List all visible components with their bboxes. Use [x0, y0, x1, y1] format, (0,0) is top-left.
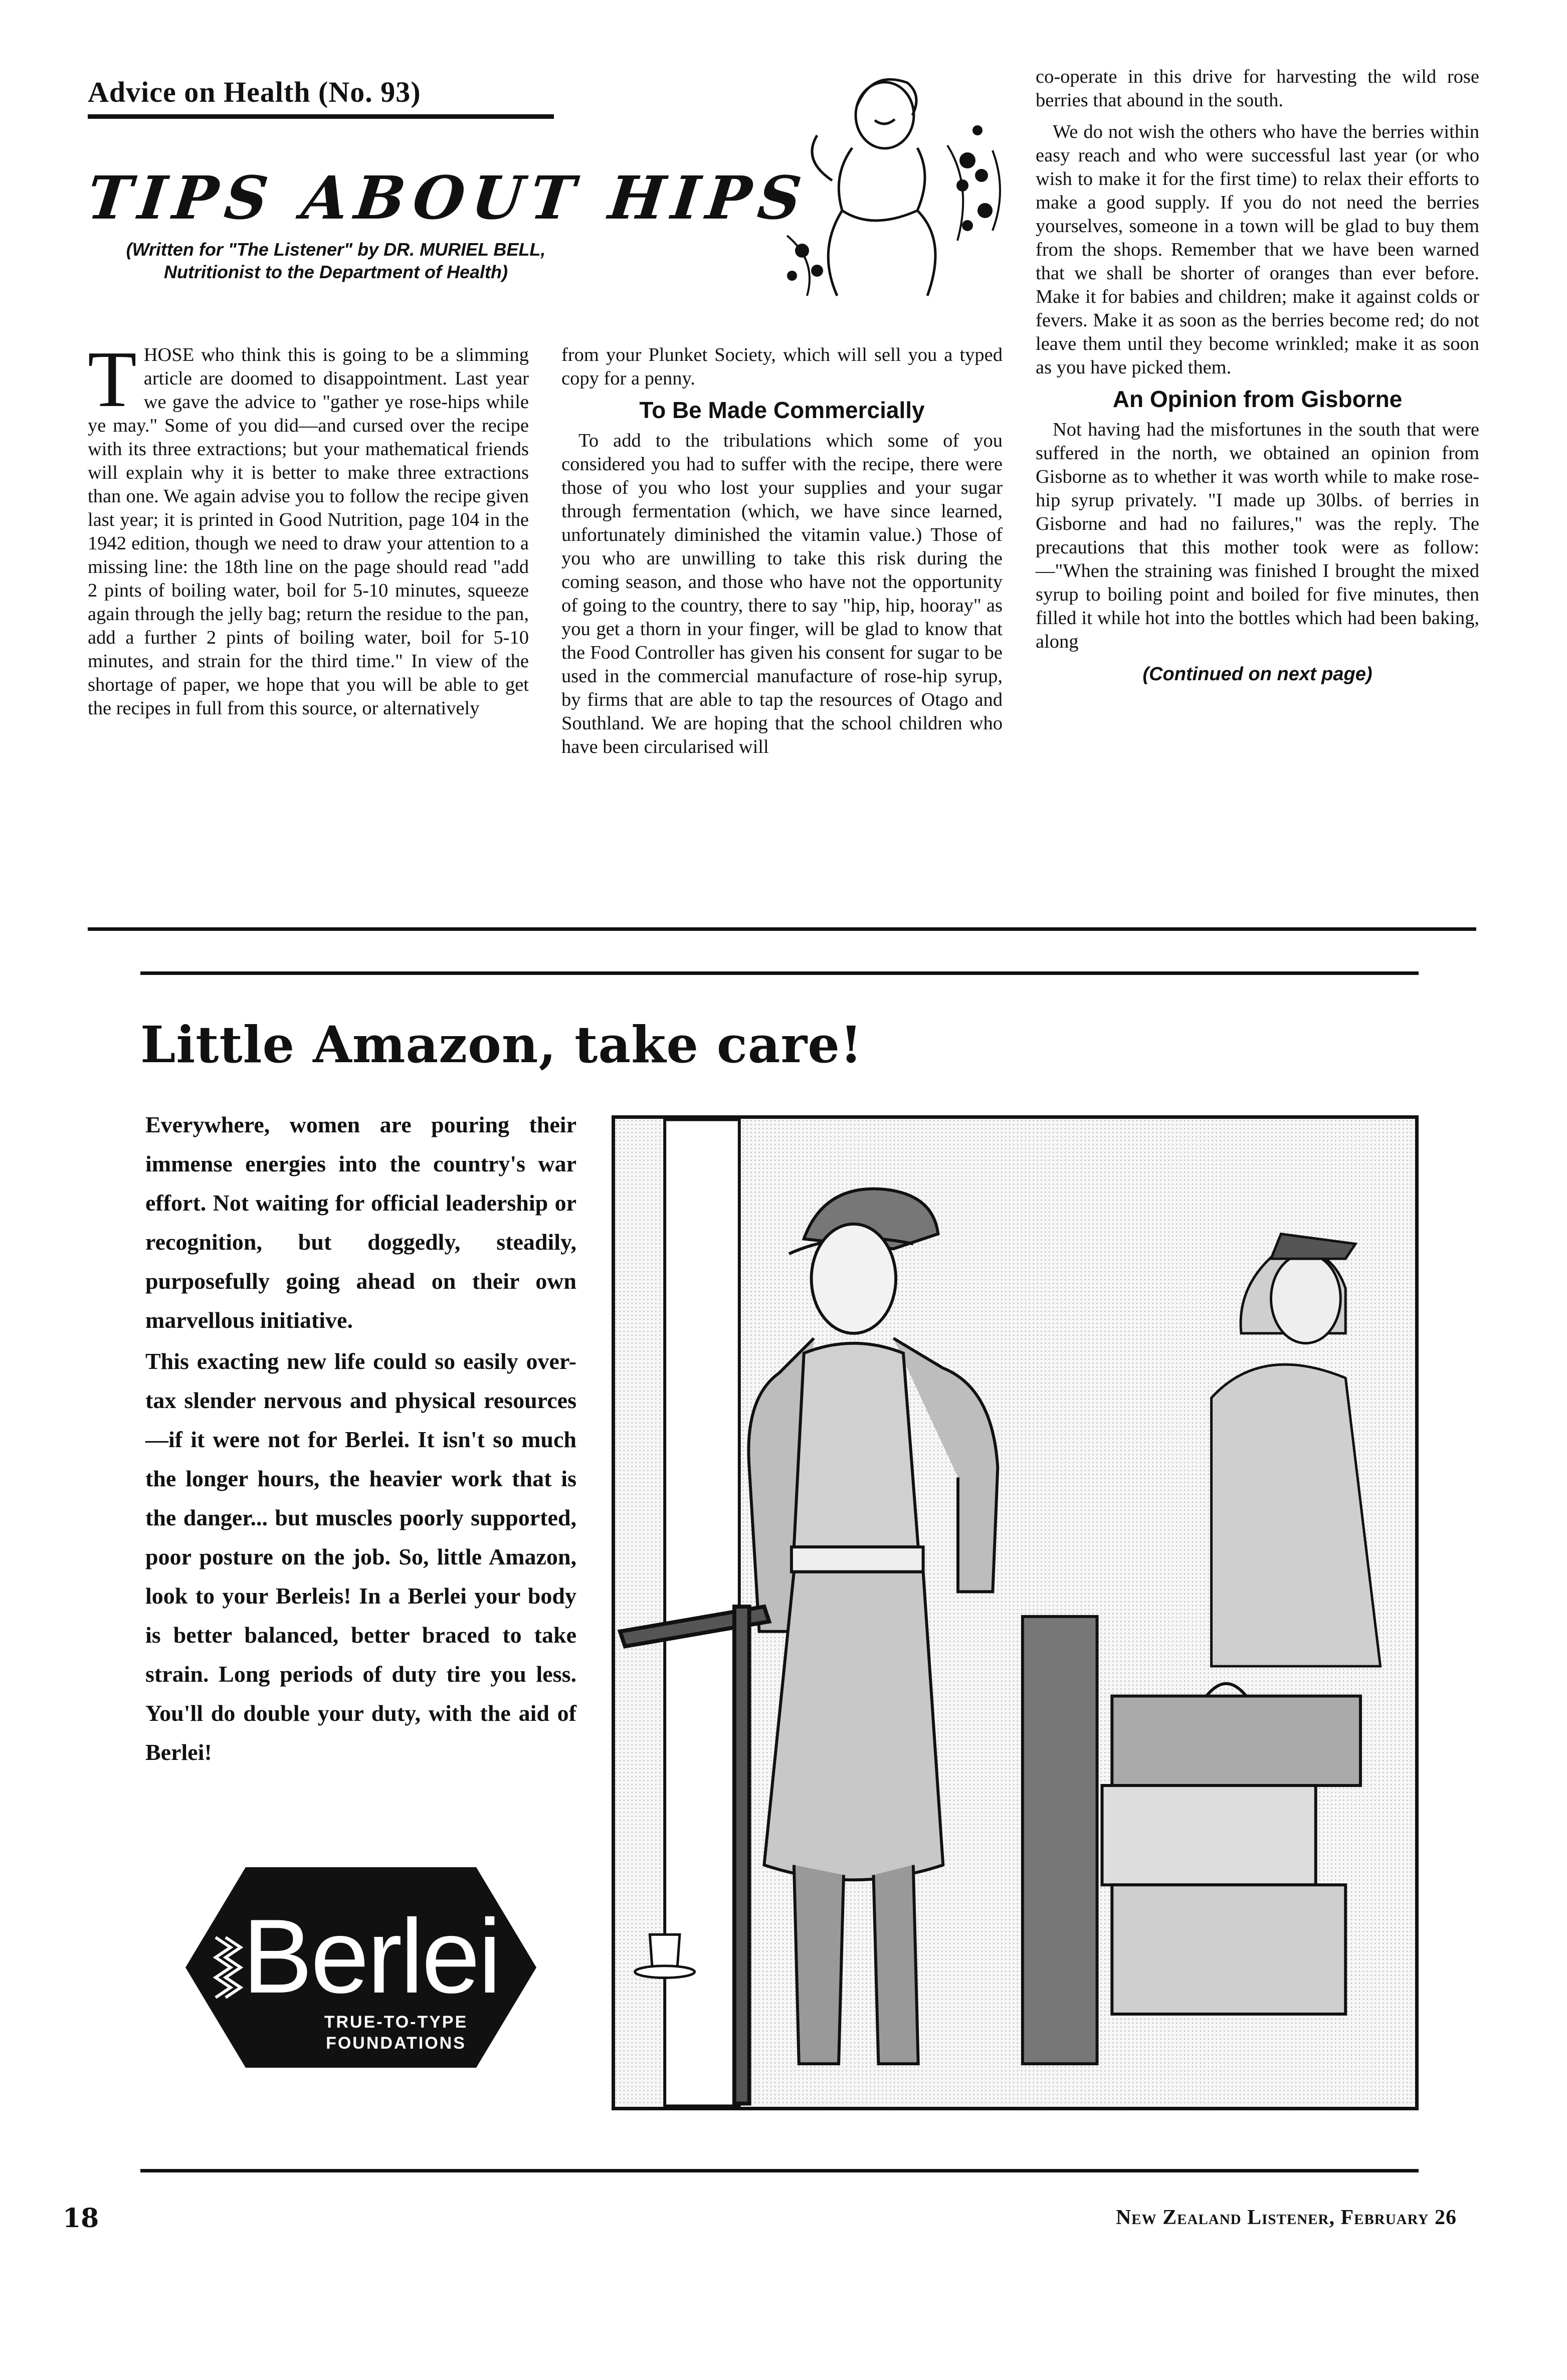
advert-title: Little Amazon, take care!	[140, 1015, 863, 1074]
kicker-underline	[88, 114, 554, 119]
article-column-2	[561, 343, 1003, 767]
col2-paragraph-2: To add to the tribulations which some of you considered you had to suffer with the recipe, there were those of you who lost your supplies and your sugar through fermentation (which, we have since learned, unfortunately diminished the vitamin value.) Those of you who are unwilling to take this risk during the coming season, and those who have not the opportunity of going to the country, there to say "hip, hip, hooray" as you get a thorn in your finger, will be glad to know that the Food Controller has given his consent for sugar to be used in the commercial manufacture of rose-hip syrup, by firms that are able to tap the resources of Otago and Southland. We are hoping that the school children who have been circularised will	[561, 430, 1003, 757]
article-column-1	[88, 334, 529, 728]
subhead-commercially: To Be Made Commercially	[639, 397, 925, 423]
article-headline: TIPS ABOUT HIPS	[84, 163, 812, 233]
rose-hip-woman-illustration	[757, 60, 1018, 326]
advert-illustration	[612, 1115, 1419, 2110]
article-kicker: Advice on Health (No. 93)	[88, 76, 421, 108]
subhead-gisborne: An Opinion from Gisborne	[1112, 386, 1403, 412]
col3-paragraph-2: We do not wish the others who have the berries within easy reach and who were successful last year (or who wish to make it for the first time) to relax their efforts to make a good supply. If you do not need the berries yourselves, someone in a town will be glad to buy them from the shops. Remember that we have been warned that we shall be shorter of oranges than ever before. Make it for babies and children; make it against colds or fevers. Make it as soon as the berries become red; do not leave them until they become wrinkled; make it as soon as you have picked them.	[1036, 121, 1479, 378]
berlei-brand: Berlei	[242, 1897, 500, 2015]
col1-text: HOSE who think this is going to be a slimming article are doomed to disappointment. Last year we gave the advice to "gather ye rose-hips while ye may." Some of you did—and cursed over the recipe with its three extractions; but your mathematical friends will explain why it is better to make three extractions than one. We again advise you to follow the recipe given last year; it is printed in Good Nutrition, page 104 in the 1942 edition, though we need to draw your attention to a missing line: the 18th line on the page should read "add 2 pints of boiling water, boil for 5-10 minutes, squeeze again through the jelly bag; return the residue to the pan, add a further 2 pints of boiling water, boil for 5-10 minutes, and strain for the third time." In view of the shortage of paper, we hope that you will be able to get the recipes in full from this source, or alternatively	[88, 344, 529, 719]
continued-note: (Continued on next page)	[1142, 664, 1373, 685]
section-divider	[88, 927, 1476, 931]
col3-paragraph-1: co-operate in this drive for harvesting the wild rose berries that abound in the south.	[1036, 66, 1479, 111]
col2-paragraph-1: from your Plunket Society, which will sell you a typed copy for a penny.	[561, 344, 1003, 389]
uniformed-woman-drawing	[615, 1119, 1415, 2107]
berlei-tagline-2: FOUNDATIONS	[326, 2034, 466, 2053]
publication-footer: New Zealand Listener, February 26	[1115, 2206, 1457, 2229]
article-column-3	[1036, 65, 1479, 686]
berlei-logo	[185, 1867, 536, 2068]
article-col1-paragraph	[88, 334, 529, 720]
article-byline: (Written for "The Listener" by DR. MURIEL BELL, Nutritionist to the Department of Health)	[126, 239, 546, 282]
drop-cap: T	[88, 334, 137, 424]
berlei-tagline-1: TRUE-TO-TYPE	[324, 2013, 468, 2032]
advert-body	[145, 1105, 576, 1774]
advert-paragraph-1: Everywhere, women are pouring their immense energies into the country's war effort. Not waiting for official leadership or recognition, but doggedly, steadily, purposefully going ahead on their own marvellous initiative.	[145, 1112, 576, 1333]
advert-top-rule	[140, 971, 1419, 975]
advert-bottom-rule	[140, 2169, 1419, 2172]
col3-paragraph-3: Not having had the misfortunes in the south that were suffered in the north, we obtained an opinion from Gisborne as to whether it was worth while to make rose-hip syrup privately. "I made up 30lbs. of berries in Gisborne and had no failures," was the reply. The precautions that this mother took were as follow:—"When the straining was finished I brought the mixed syrup to boiling point and boiled for five minutes, then filled it while hot into the bottles which had been baking, along	[1036, 419, 1479, 652]
page-number: 18	[63, 2203, 99, 2234]
advert-paragraph-2: This exacting new life could so easily over-tax slender nervous and physical resources—if it were not for Berlei. It isn't so much the longer hours, the heavier work that is the danger... but muscles poorly supported, poor posture on the job. So, little Amazon, look to your Berleis! In a Berlei your body is better balanced, better braced to take strain. Long periods of duty tire you less. You'll do double your duty, with the aid of Berlei!	[145, 1348, 576, 1765]
